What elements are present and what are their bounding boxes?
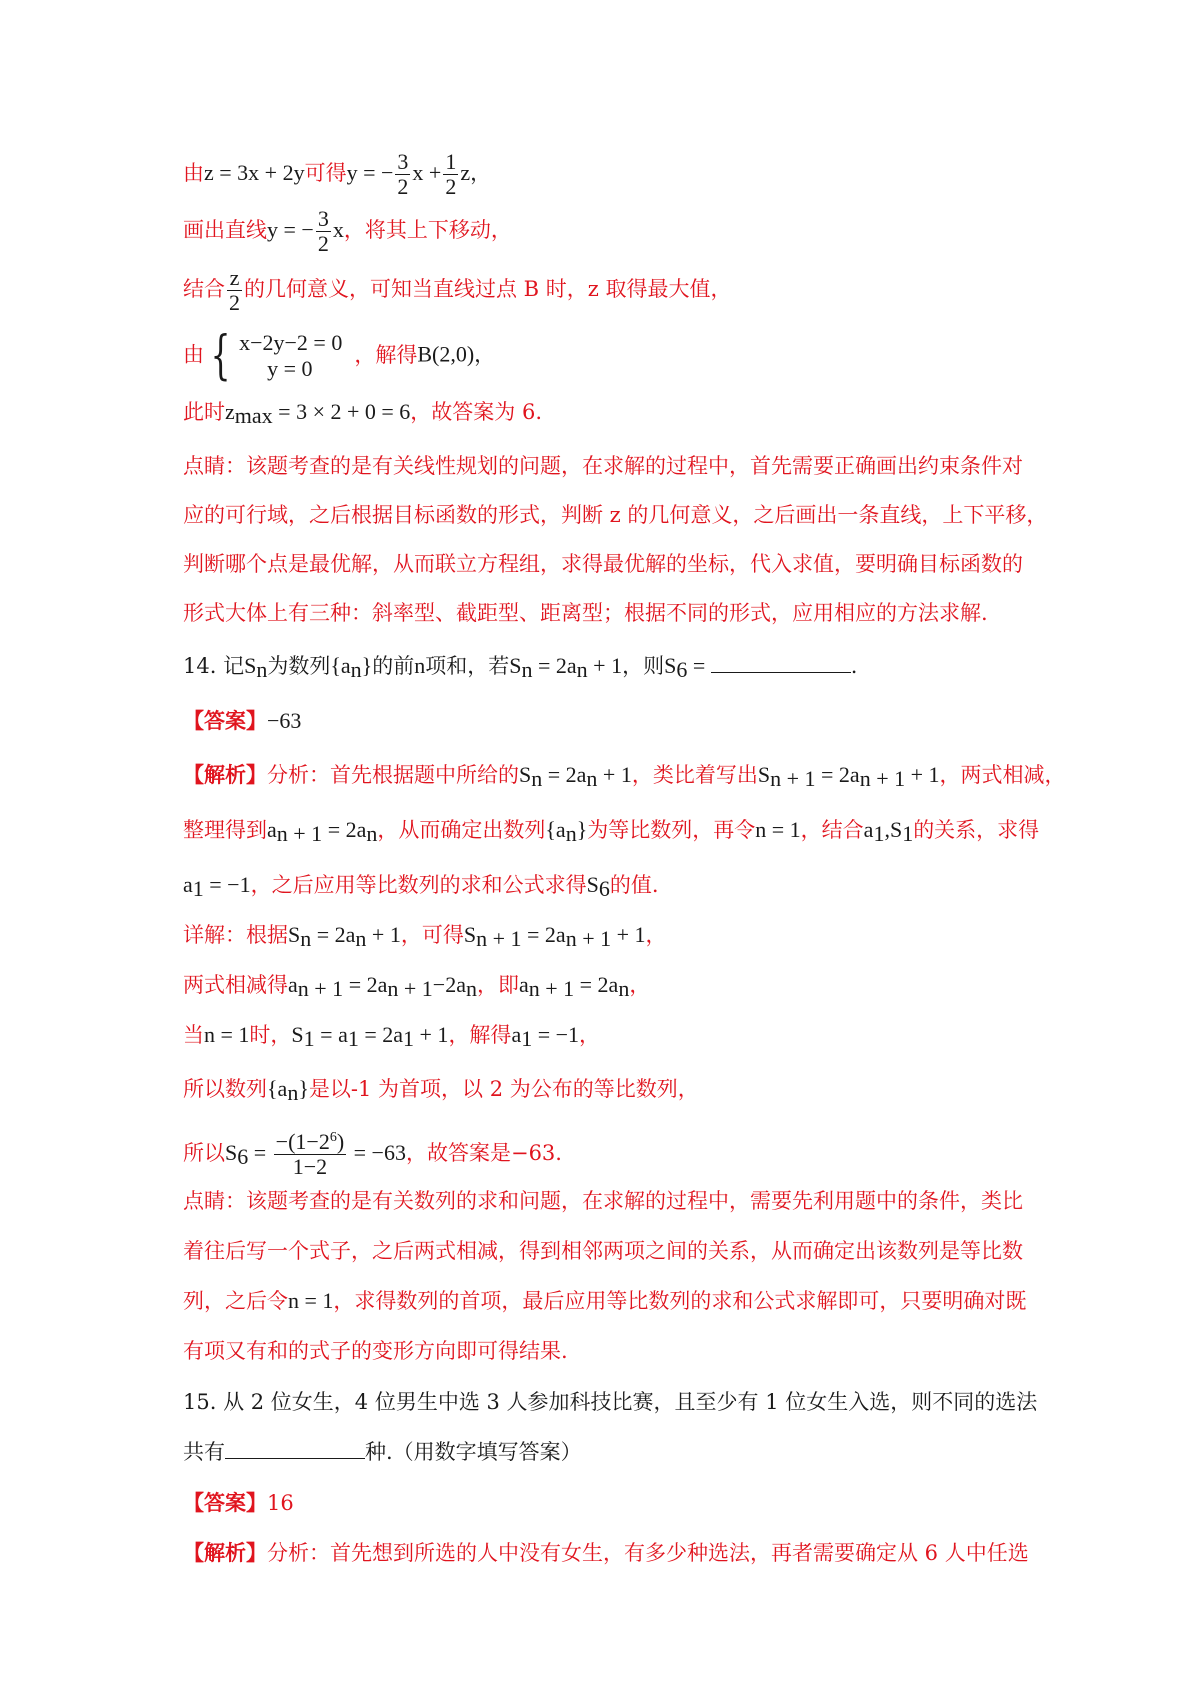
comment-line: 点睛：该题考查的是有关线性规划的问题，在求解的过程中，首先需要正确画出约束条件对: [183, 454, 1023, 478]
math: z = 3x + 2y: [204, 160, 305, 185]
solution-line-2: 画出直线y = − $\frac{3}{2}$ x，将其上下移动，: [183, 206, 512, 256]
answer-blank: [225, 1440, 365, 1459]
detail-line-1: 详解：根据$S_n = 2a_n + 1$，可得$S_{n + 1} = 2a_{n + 1} + 1$，: [183, 922, 667, 951]
fraction: $\frac{1}{2}$: [445, 149, 457, 199]
brace-icon: {: [210, 326, 231, 386]
comment-line: 点睛：该题考查的是有关数列的求和问题，在求解的过程中，需要先利用题中的条件，类比: [183, 1189, 1023, 1213]
comment-line: 有项又有和的式子的变形方向即可得结果.: [183, 1339, 568, 1363]
analysis-line-3: $a_1 = -1$，之后应用等比数列的求和公式求得$S_6$的值.: [183, 872, 659, 901]
answer-15: 【答案】16: [183, 1490, 294, 1515]
fraction: $\frac{3}{2}$: [397, 149, 409, 199]
solution-line-5: 此时$z_{max} = 3 \times 2 + 0 = 6$，故答案为 6.: [183, 399, 543, 428]
question-15-line-1: 15. 从 2 位女生，4 位男生中选 3 人参加科技比赛，且至少有 1 位女生入选，则不同的选法: [183, 1390, 1038, 1414]
fraction: $\frac{-(1-2^6)}{1-2}$: [275, 1129, 345, 1179]
text: 可得: [304, 161, 347, 185]
fraction: $\frac{z}{2}$: [229, 265, 240, 315]
math: z: [460, 160, 471, 185]
math: x +: [412, 160, 442, 185]
analysis-15: 【解析】分析：首先想到所选的人中没有女生，有多少种选法，再者需要确定从 6 人中任选: [183, 1540, 1029, 1565]
comment-line: 应的可行域，之后根据目标函数的形式，判断 z 的几何意义，之后画出一条直线，上下平移，: [183, 503, 1048, 527]
detail-line-4: 所以数列$\{a_n\}$是以-1 为首项，以 2 为公布的等比数列，: [183, 1076, 699, 1105]
answer-blank: [711, 654, 851, 673]
comment-line: 形式大体上有三种：斜率型、截距型、距离型；根据不同的形式，应用相应的方法求解.: [183, 601, 988, 625]
comment-line: 判断哪个点是最优解，从而联立方程组，求得最优解的坐标，代入求值，要明确目标函数的: [183, 552, 1023, 576]
equation-system: x−2y−2 = 0 y = 0: [239, 330, 343, 381]
detail-line-5: 所以$S_6$ = $\frac{-(1-2^6)}{1-2}$ = −63，故答案是−63.: [183, 1129, 562, 1179]
math: y = −: [346, 160, 394, 185]
fraction: $\frac{3}{2}$: [317, 206, 329, 256]
comment-line: 列，之后令n = 1，求得数列的首项，最后应用等比数列的求和公式求解即可，只要明确对既: [183, 1288, 1027, 1313]
solution-line-3: 结合 $\frac{z}{2}$ 的几何意义，可知当直线过点 B 时，z 取得最大值，: [183, 265, 732, 315]
question-14: 14. 记$S_n$为数列$\{a_n\}$的前n项和，若$S_n = 2a_n + 1$，则$S_6$ = .: [183, 653, 858, 682]
comment-line: 着往后写一个式子，之后两式相减，得到相邻两项之间的关系，从而确定出该数列是等比数: [183, 1239, 1023, 1263]
text: 由: [183, 161, 204, 185]
answer-14: 【答案】−63: [183, 708, 302, 733]
analysis-line-1: 【解析】分析：首先根据题中所给的$S_n = 2a_n + 1$，类比着写出$S_{n + 1} = 2a_{n + 1} + 1$，两式相减，: [183, 762, 1066, 791]
solution-line-4: 由 { x−2y−2 = 0 y = 0 ，解得B(2,0)，: [183, 326, 496, 386]
question-15-line-2: 共有 种.（用数字填写答案）: [183, 1440, 582, 1464]
solution-line-1: 由z = 3x + 2y可得y = − $\frac{3}{2}$ x + $\frac{1}{2}$ z，: [183, 149, 492, 199]
detail-line-2: 两式相减得$a_{n + 1} = 2a_{n + 1}-2a_n$，即$a_{n + 1} = 2a_n$，: [183, 972, 651, 1001]
detail-line-3: 当n = 1时，$S_1 = a_1 = 2a_1 + 1$，解得$a_1 = -1$，: [183, 1022, 601, 1051]
analysis-line-2: 整理得到$a_{n + 1} = 2a_n$，从而确定出数列$\{a_n\}$为等比数列，再令n = 1，结合$a_1,S_1$的关系，求得: [183, 817, 1040, 846]
